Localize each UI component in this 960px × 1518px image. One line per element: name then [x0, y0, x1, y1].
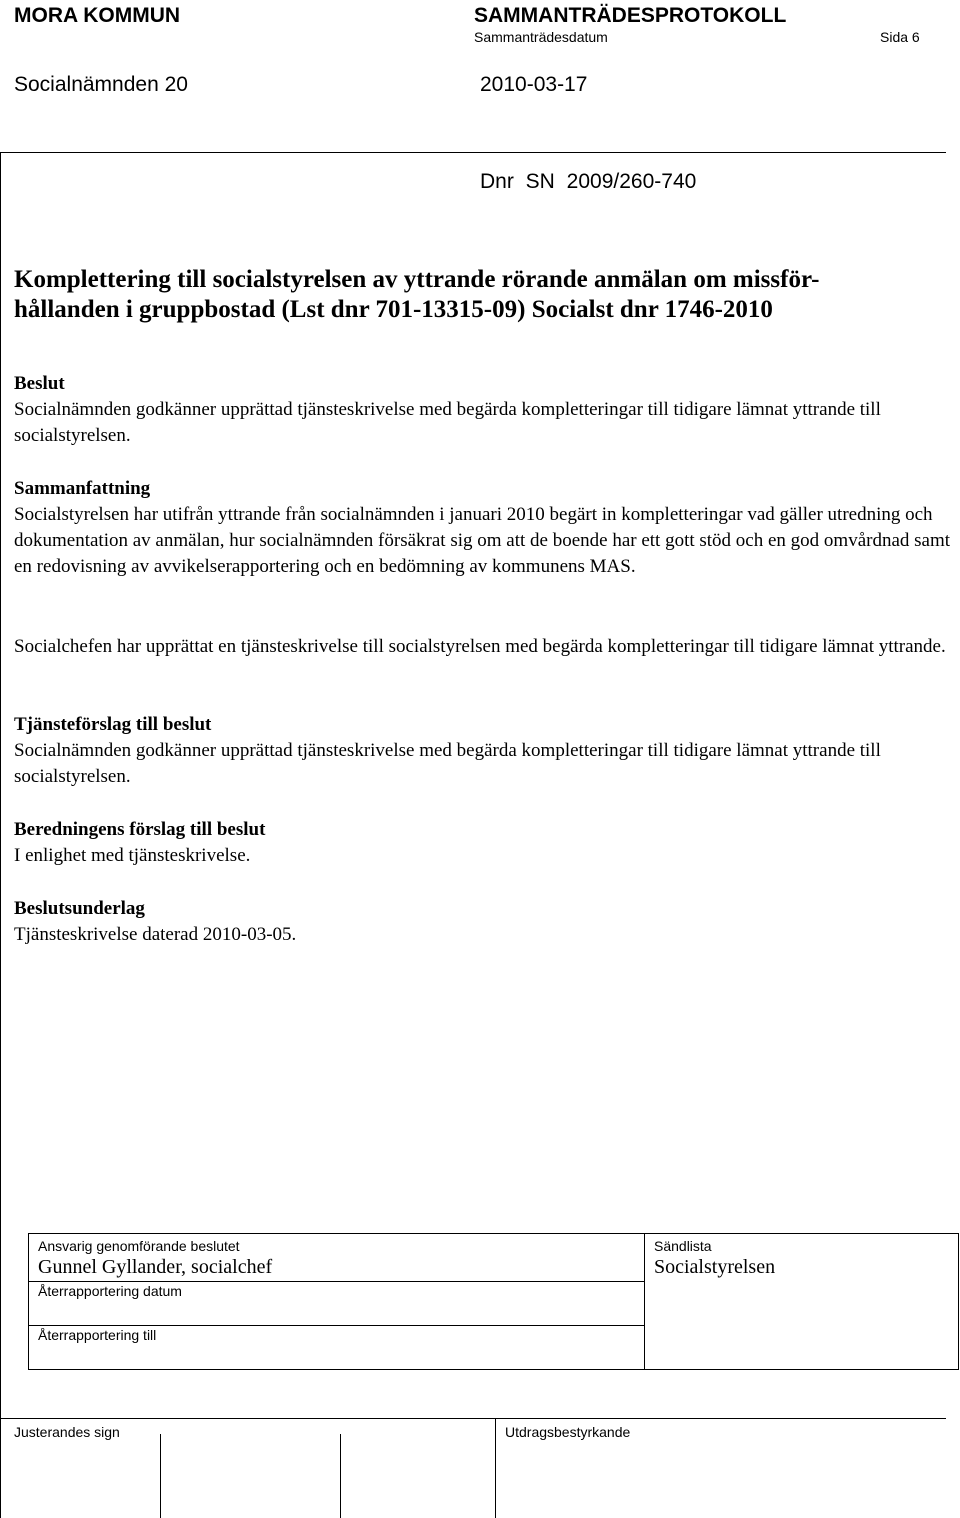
- section-heading: Beslutsunderlag: [14, 898, 145, 919]
- box-row-divider: [28, 1281, 644, 1282]
- justerandes-sign-label: Justerandes sign: [14, 1424, 120, 1440]
- responsible-value: Gunnel Gyllander, socialchef: [38, 1256, 273, 1278]
- section-heading: Sammanfattning: [14, 478, 151, 499]
- left-margin-line: [0, 152, 1, 1518]
- section-heading: Beslut: [14, 373, 65, 394]
- section-heading: Beredningens förslag till beslut: [14, 819, 266, 840]
- case-number: Dnr SN 2009/260-740: [480, 170, 697, 193]
- page-number: Sida 6: [880, 29, 920, 45]
- distribution-value: Socialstyrelsen: [654, 1256, 776, 1278]
- distribution-label: Sändlista: [654, 1238, 712, 1254]
- box-border-left: [28, 1233, 29, 1370]
- document-type: SAMMANTRÄDESPROTOKOLL: [474, 4, 787, 27]
- section-decision: [14, 371, 954, 449]
- box-border-right: [958, 1233, 959, 1370]
- section-decision-basis: [14, 896, 954, 948]
- signature-divider: [0, 1418, 946, 1419]
- section-text: I enlighet med tjänsteskrivelse.: [14, 845, 251, 866]
- box-column-divider: [644, 1233, 645, 1370]
- case-title: [14, 265, 934, 325]
- signature-column-divider: [340, 1434, 341, 1518]
- box-border-top: [28, 1233, 958, 1234]
- section-staff-proposal: [14, 712, 954, 790]
- report-date-label: Återrapportering datum: [38, 1283, 182, 1299]
- case-title-line: Komplettering till socialstyrelsen av yttrande rörande anmälan om missför-: [14, 266, 820, 293]
- utdragsbestyrkande-label: Utdragsbestyrkande: [505, 1424, 631, 1440]
- responsible-label: Ansvarig genomförande beslutet: [38, 1238, 240, 1254]
- header-divider: [0, 152, 946, 153]
- box-border-bottom: [28, 1369, 958, 1370]
- organization-name: MORA KOMMUN: [14, 4, 181, 27]
- section-text: Socialchefen har upprättat en tjänsteskrivelse till socialstyrelsen med begärda kompletteringar till tidigare lämnat yttrande.: [14, 636, 946, 657]
- section-text: Socialnämnden godkänner upprättad tjänsteskrivelse med begärda kompletteringar till tidigare lämnat yttrande till socialstyrelsen.: [14, 399, 881, 446]
- signature-column-divider: [160, 1434, 161, 1518]
- case-title-line: hållanden i gruppbostad (Lst dnr 701-13315-09) Socialst dnr 1746-2010: [14, 296, 773, 323]
- section-text: Socialstyrelsen har utifrån yttrande från socialnämnden i januari 2010 begärt in kompletteringar vad gäller utredning och dokumentation av anmälan, hur socialnämnden försäkrat sig om att de boende har ett gott stöd och en god omvårdnad samt en redovisning av avvikelserapportering och en bedömning av kommunens MAS.: [14, 504, 951, 577]
- section-heading: Tjänsteförslag till beslut: [14, 714, 212, 735]
- section-preparation-proposal: [14, 817, 954, 869]
- section-text: Tjänsteskrivelse daterad 2010-03-05.: [14, 924, 297, 945]
- meeting-date: 2010-03-17: [480, 73, 588, 96]
- report-to-label: Återrapportering till: [38, 1327, 157, 1343]
- meeting-date-label: Sammanträdesdatum: [474, 29, 608, 45]
- section-summary: [14, 476, 954, 580]
- section-text: Socialnämnden godkänner upprättad tjänsteskrivelse med begärda kompletteringar till tidigare lämnat yttrande till socialstyrelsen.: [14, 740, 881, 787]
- signature-column-divider: [495, 1418, 496, 1518]
- board-name: Socialnämnden 20: [14, 73, 188, 96]
- box-row-divider: [28, 1325, 644, 1326]
- section-summary-continued: [14, 634, 954, 660]
